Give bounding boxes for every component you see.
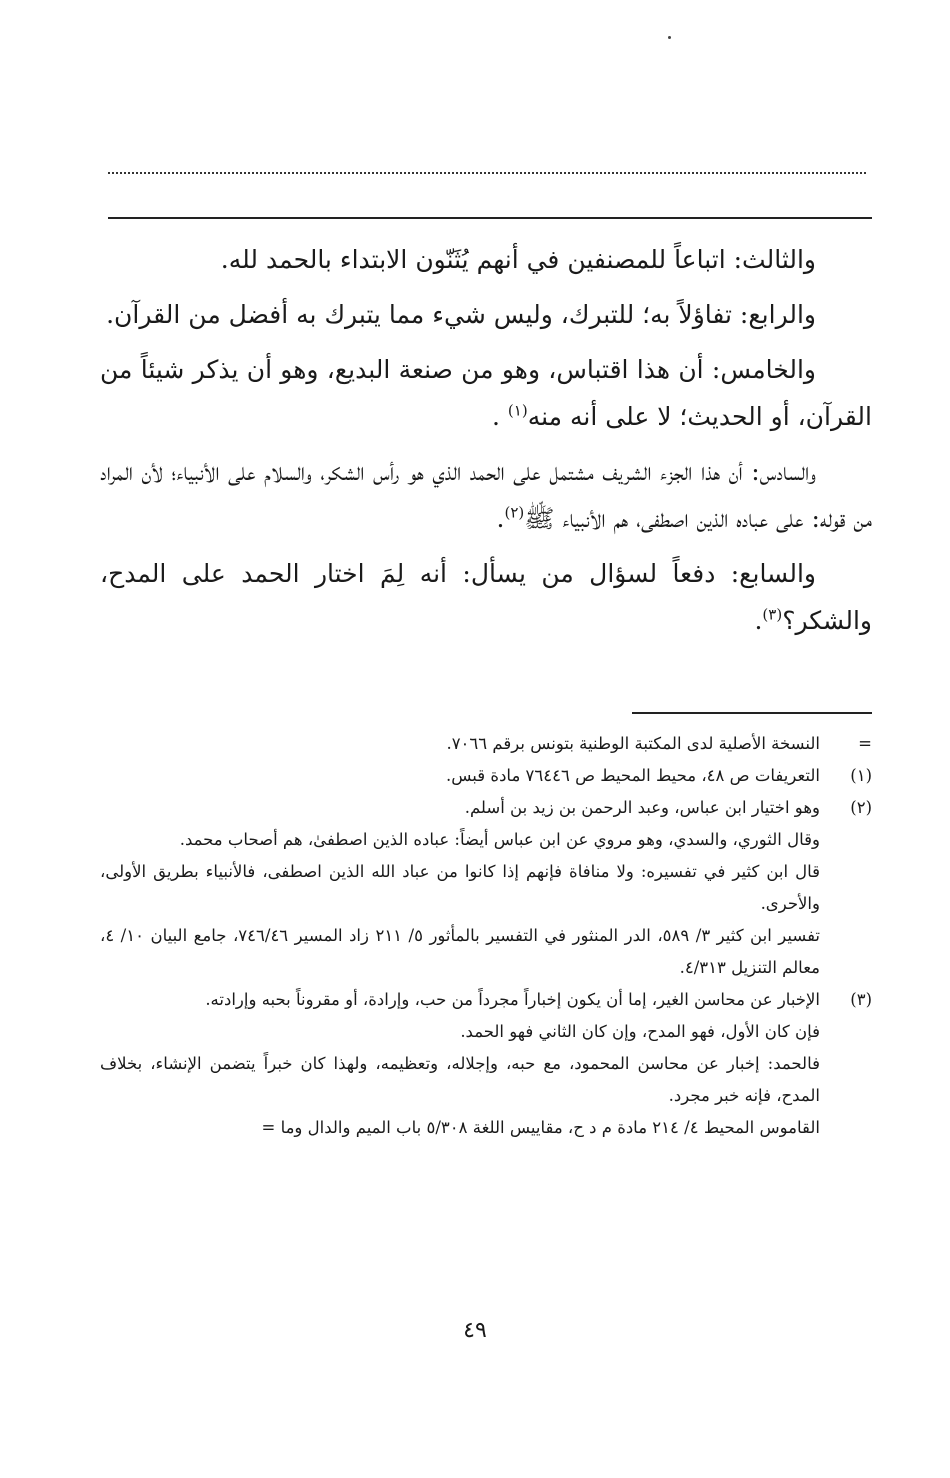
paragraph-fourth-text: والرابع: تفاؤلاً به؛ للتبرك، وليس شيء مما يتبرك به أفضل من القرآن. xyxy=(106,300,816,329)
footnote-marker-1: (١) xyxy=(850,766,872,785)
page-number: ٤٩ xyxy=(463,1318,487,1343)
paragraph-sixth xyxy=(100,448,872,542)
dotted-separator xyxy=(108,172,866,174)
footnote-2-para-3: تفسير ابن كثير ٣/ ٥٨٩، الدر المنثور في التفسير بالمأثور ٥/ ٢١١ زاد المسير ٧٤٦/٤٦، جامع البيان ١٠/ ٤، معالم التنزيل ٤/٣١٣. xyxy=(100,926,821,977)
footnote-text-1: التعريفات ص ٤٨، محيط المحيط ص ٧٦٤٤٦ مادة قبس. xyxy=(446,766,820,785)
paragraph-third-text: والثالث: اتباعاً للمصنفين في أنهم يُثَنّون الابتداء بالحمد لله. xyxy=(220,245,816,274)
footnote-1 xyxy=(100,760,872,792)
footnote-3-para-2: فالحمد: إخبار عن محاسن المحمود، مع حبه، وإجلاله، وتعظيمه، ولهذا كان خبراً يتضمن الإنشاء، بخلاف المدح، فإنه خبر مجرد. xyxy=(100,1054,820,1105)
footnote-text-3: الإخبار عن محاسن الغير، إما أن يكون إخباراً مجرداً من حب، وإرادة، أو مقروناً بحبه وإرادته. xyxy=(205,990,820,1009)
paragraph-sixth-text: والسادس: أن هذا الجزء الشريف مشتمل على الحمد الذي هو رأس الشكر، والسلام على الأنبياء؛ لأن المراد من قوله: على عباده الذين اصطفى، هم الأنبياء ﷺ xyxy=(100,457,872,533)
paragraph-fifth xyxy=(100,346,872,440)
paragraph-fifth-text: والخامس: أن هذا اقتباس، وهو من صنعة البديع، وهو أن يذكر شيئاً من القرآن، أو الحديث؛ لا على أنه منه xyxy=(100,355,872,431)
footnote-ref-3[interactable]: (٣) xyxy=(762,605,783,624)
paragraph-fourth xyxy=(100,291,872,338)
footnote-marker-3: (٣) xyxy=(850,990,872,1009)
paragraph-third xyxy=(100,236,872,283)
paragraph-seventh-text: والسابع: دفعاً لسؤال من يسأل: أنه لِمَ اختار الحمد على المدح، والشكر؟ xyxy=(100,559,872,635)
paragraph-fifth-end: . xyxy=(492,402,508,431)
footnote-3-para-1: فإن كان الأول، فهو المدح، وإن كان الثاني فهو الحمد. xyxy=(460,1022,820,1041)
footnote-text-2: وهو اختيار ابن عباس، وعبد الرحمن بن زيد بن أسلم. xyxy=(464,798,820,817)
footnote-3 xyxy=(100,984,872,1016)
paragraph-sixth-end: . xyxy=(496,504,505,533)
speck-mark xyxy=(668,36,671,39)
header-rule xyxy=(108,217,872,219)
main-body-text xyxy=(100,236,872,652)
footnote-text-continued: النسخة الأصلية لدى المكتبة الوطنية بتونس برقم ٧٠٦٦. xyxy=(446,734,820,753)
footnote-2 xyxy=(100,792,872,824)
paragraph-seventh-end: . xyxy=(754,606,763,635)
footnote-marker-2: (٢) xyxy=(850,798,872,817)
footnote-continuation xyxy=(100,728,872,760)
footnotes-section xyxy=(100,728,872,1144)
footnote-3-para-3: القاموس المحيط ٤/ ٢١٤ مادة م د ح، مقاييس اللغة ٥/٣٠٨ باب الميم والدال وما = xyxy=(261,1118,820,1137)
footnote-2-para-2: قال ابن كثير في تفسيره: ولا منافاة فإنهم إذا كانوا من عباد الله الذين اصطفى، فالأنبياء بطريق الأولى، والأحرى. xyxy=(100,862,820,913)
footnote-2-para-1: وقال الثوري، والسدي، وهو مروي عن ابن عباس أيضاً: عباده الذين اصطفىٰ، هم أصحاب محمد. xyxy=(179,830,820,849)
footnote-ref-2[interactable]: (٢) xyxy=(504,503,525,522)
footnote-rule xyxy=(632,712,872,714)
footnote-marker-continued: = xyxy=(858,734,872,753)
footnote-ref-1[interactable]: (١) xyxy=(507,401,528,420)
paragraph-seventh xyxy=(100,550,872,644)
